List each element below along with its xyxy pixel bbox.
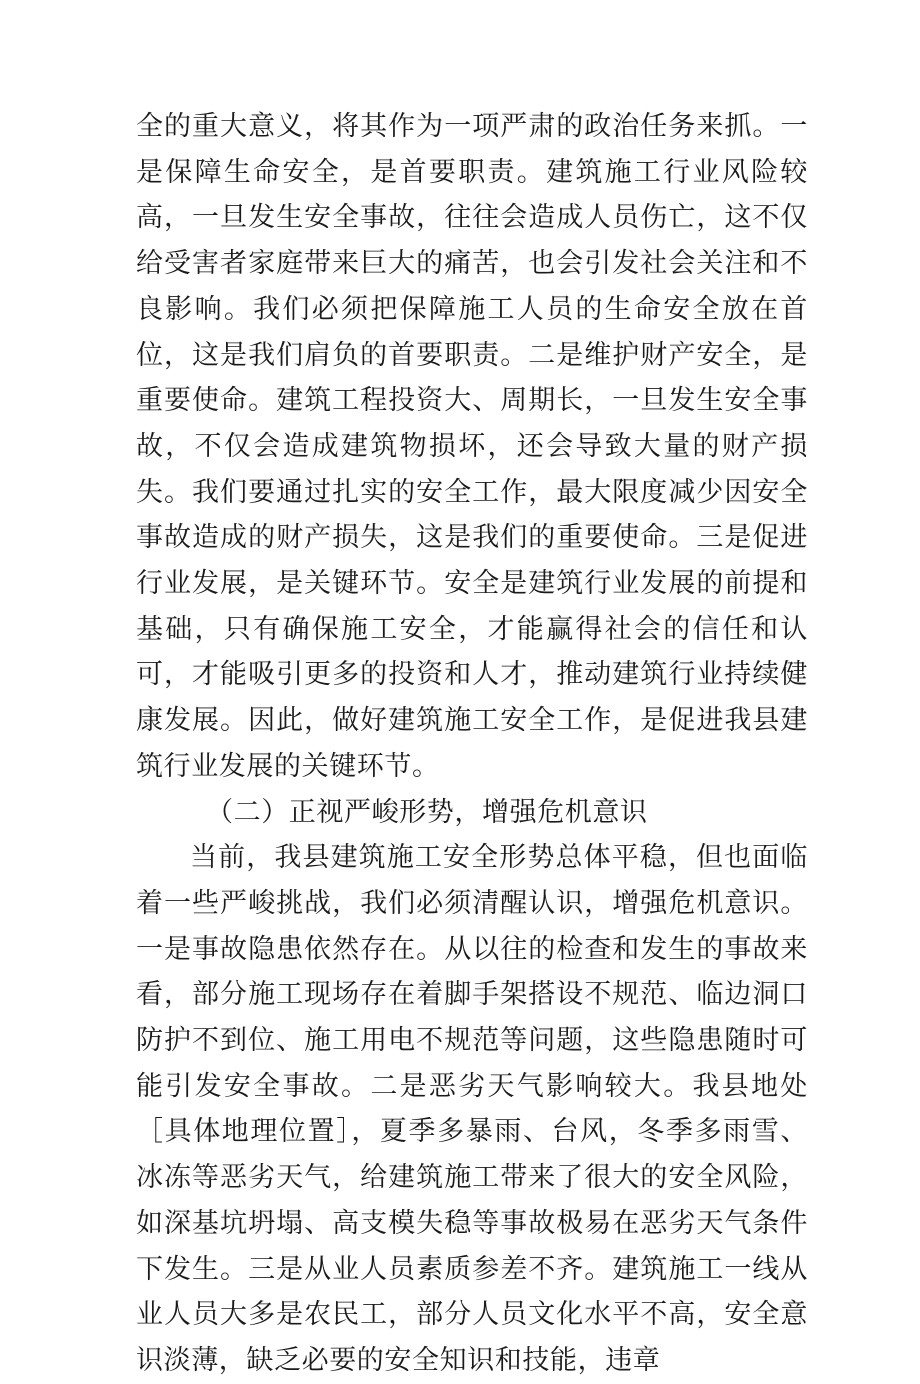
paragraph-continued: 全的重大意义，将其作为一项严肃的政治任务来抓。一是保障生命安全，是首要职责。建筑施工行业风险较高，一旦发生安全事故，往往会造成人员伤亡，这不仅给受害者家庭带来巨大的痛苦，也会引发社会关注和不良影响。我们必须把保障施工人员的生命安全放在首位，这是我们肩负的首要职责。二是维护财产安全，是重要使命。建筑工程投资大、周期长，一旦发生安全事故，不仅会造成建筑物损坏，还会导致大量的财产损失。我们要通过扎实的安全工作，最大限度减少因安全事故造成的财产损失，这是我们的重要使命。三是促进行业发展，是关键环节。安全是建筑行业发展的前提和基础，只有确保施工安全，才能赢得社会的信任和认可，才能吸引更多的投资和人才，推动建筑行业持续健康发展。因此，做好建筑施工安全工作，是促进我县建筑行业发展的关键环节。 xyxy=(136,111,808,782)
paragraph-situation: 当前，我县建筑施工安全形势总体平稳，但也面临着一些严峻挑战，我们必须清醒认识，增强危机意识。一是事故隐患依然存在。从以往的检查和发生的事故来看，部分施工现场存在着脚手架搭设不规范、临边洞口防护不到位、施工用电不规范等问题，这些隐患随时可能引发安全事故。二是恶劣天气影响较大。我县地处［具体地理位置］，夏季多暴雨、台风，冬季多雨雪、冰冻等恶劣天气，给建筑施工带来了很大的安全风险，如深基坑坍塌、高支模失稳等事故极易在恶劣天气条件下发生。三是从业人员素质参差不齐。建筑施工一线从业人员大多是农民工，部分人员文化水平不高，安全意识淡薄，缺乏必要的安全知识和技能，违章 xyxy=(136,842,808,1376)
section-heading: （二）正视严峻形势，增强危机意识 xyxy=(206,796,648,828)
document-body xyxy=(136,104,808,1384)
